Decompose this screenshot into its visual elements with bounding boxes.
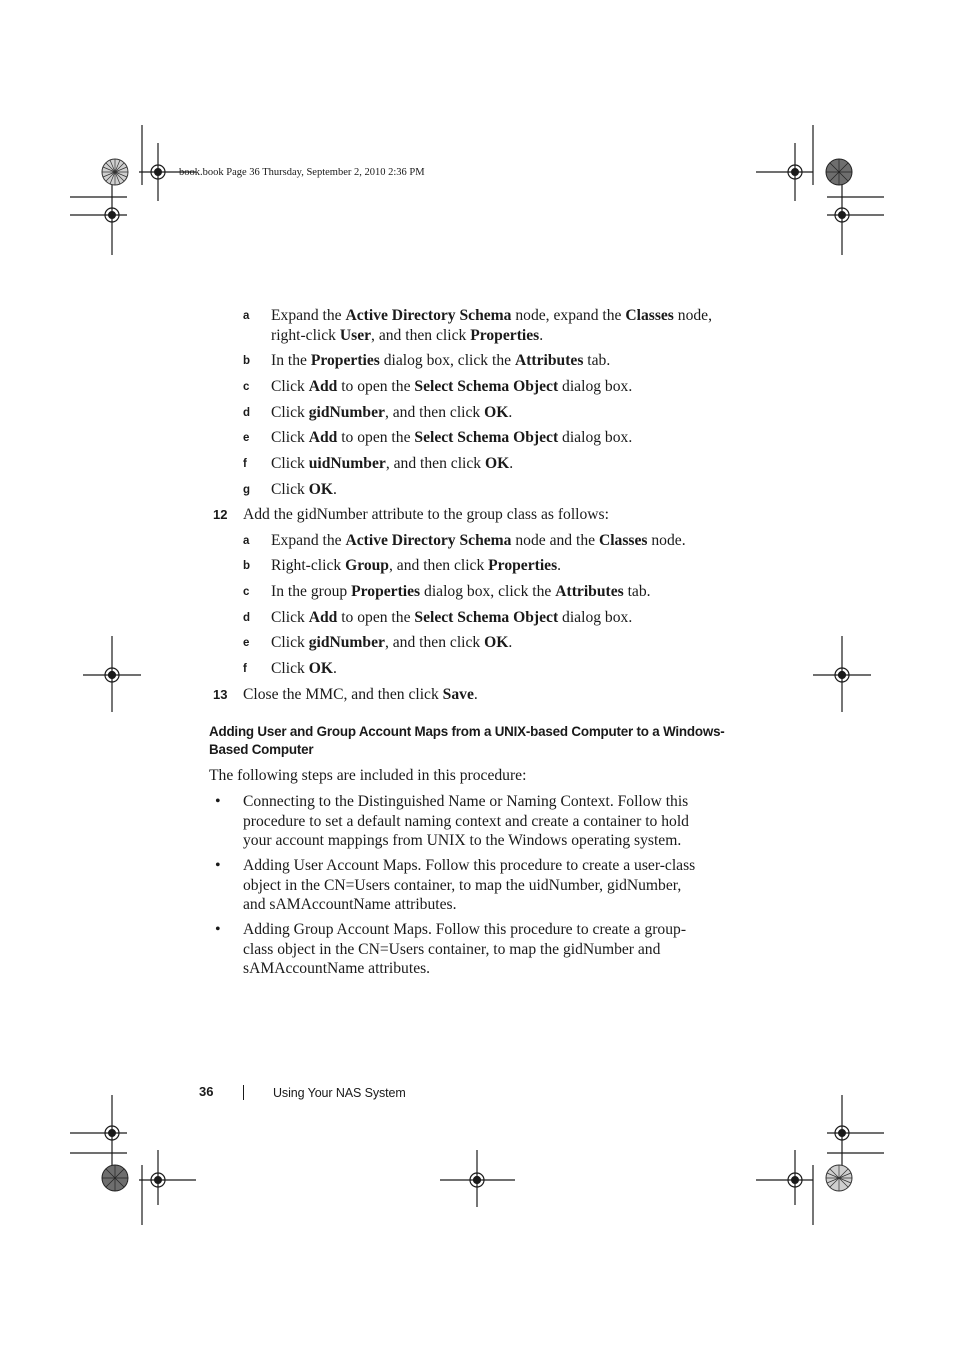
crop-mark-bottom-left [70,1095,196,1225]
ui-term: Add [308,429,338,446]
ui-term: Attributes [555,583,624,600]
substep-letter: a [243,535,250,547]
text-run: . [508,634,513,651]
ui-term: OK [484,455,510,472]
footer-divider [243,1085,244,1100]
text-run: to open the [337,378,415,395]
bullet-line: and sAMAccountName attributes. [243,896,457,914]
ui-term: Select Schema Object [414,609,559,626]
text-line [271,608,731,628]
substep-text [271,351,731,371]
text-run: dialog box, click the [420,583,556,600]
text-line [271,480,731,500]
text-run: to open the [337,609,415,626]
text-run: node. [647,532,686,549]
text-run: dialog box. [558,378,633,395]
ui-term: Classes [625,307,674,324]
text-run: node and the [511,532,599,549]
substep-text [271,454,731,474]
substep-text [271,531,731,551]
bullet-symbol: • [215,857,221,874]
bullet-symbol: • [215,921,221,938]
ui-term: Add [308,609,338,626]
text-run: , and then click [384,404,485,421]
section-heading-line-2: Based Computer [209,742,314,757]
text-run: Click [271,481,309,498]
text-run: . [509,455,514,472]
substep-text [271,403,731,423]
ui-term: Active Directory Schema [345,307,512,324]
intro-paragraph: The following steps are included in this procedure: [209,767,527,784]
substep-letter: f [243,458,247,470]
text-run: Expand the [271,532,346,549]
bullet-line: your account mappings from UNIX to the Windows operating system. [243,832,682,850]
bullet-symbol: • [215,793,221,810]
substep-text [271,608,731,628]
section-heading [209,723,729,759]
ui-term: Properties [470,327,540,344]
substep-text [271,306,731,346]
registration-mark-middle-right [813,636,871,712]
text-run: In the [271,352,311,369]
substep-text [271,582,731,602]
step-12-text: Add the gidNumber attribute to the group class as follows: [243,506,609,523]
bullet-line: procedure to set a default naming context and create a container to hold [243,812,689,830]
ui-term: Active Directory Schema [345,532,512,549]
ui-term: OK [308,481,333,498]
text-run: . [332,660,337,677]
sunburst-mark-top-left [102,159,128,185]
ui-term: Properties [351,583,421,600]
sunburst-mark-bottom-left [102,1165,128,1191]
text-line [271,428,731,448]
substep-letter: a [243,310,250,322]
section-heading-line-1: Adding User and Group Account Maps from a UNIX-based Computer to a Windows- [209,724,725,739]
text-line [271,403,731,423]
sunburst-mark-bottom-right [826,1165,852,1191]
bullet-item [243,920,721,979]
ui-term: Properties [488,557,558,574]
substep-letter: d [243,407,251,419]
ui-term: User [339,327,372,344]
registration-mark-bottom-center [440,1150,515,1207]
ui-term: Group [345,557,389,574]
text-line [271,306,731,326]
substep-letter: f [243,663,247,675]
ui-term: Add [308,378,338,395]
bullet-line: Adding Group Account Maps. Follow this procedure to create a group- [243,921,687,938]
substep-letter: d [243,612,251,624]
substep-letter: e [243,432,250,444]
substep-letter: b [243,560,251,572]
crop-mark-bottom-right [756,1095,884,1225]
text-run: , and then click [388,557,489,574]
ui-term: gidNumber [308,404,385,421]
page-number: 36 [199,1084,214,1099]
text-run: Click [271,609,309,626]
text-run: , and then click [371,327,471,344]
text-line [271,377,731,397]
text-run: . [539,327,544,344]
text-run: tab. [623,583,651,600]
ui-term: Select Schema Object [414,429,559,446]
registration-mark-middle-left [83,636,141,712]
text-run: . [473,686,478,703]
crop-mark-top-right [756,125,884,255]
text-run: dialog box, click the [379,352,515,369]
text-run: In the group [271,583,352,600]
ui-term: Save [442,686,474,703]
text-run: Expand the [271,307,346,324]
text-run: node, expand the [511,307,626,324]
step-number-12: 12 [213,507,228,522]
text-run: Right-click [271,557,346,574]
text-run: dialog box. [558,609,633,626]
text-run: right-click [271,327,340,344]
text-run: Click [271,634,309,651]
text-run: . [332,481,337,498]
running-title: Using Your NAS System [273,1086,406,1100]
text-line [243,685,478,705]
substep-text [271,480,731,500]
substep-letter: c [243,586,250,598]
ui-term: Classes [598,532,648,549]
text-line [271,531,731,551]
bullet-item [243,856,721,915]
bullet-line: Adding User Account Maps. Follow this procedure to create a user-class [243,857,696,874]
bullet-line: Connecting to the Distinguished Name or Naming Context. Follow this [243,793,689,810]
text-run: to open the [337,429,415,446]
bullet-line: object in the CN=Users container, to map the uidNumber, gidNumber, [243,876,682,894]
text-line [271,454,731,474]
bullet-line: class object in the CN=Users container, to map the gidNumber and [243,940,661,958]
substep-text [271,633,731,653]
ui-term: uidNumber [308,455,386,472]
text-run: Click [271,455,309,472]
text-run: dialog box. [558,429,633,446]
text-run: , and then click [385,455,485,472]
text-run: Click [271,404,309,421]
substep-letter: c [243,381,250,393]
substep-text [271,428,731,448]
bullet-line: sAMAccountName attributes. [243,960,431,978]
text-run: Click [271,429,309,446]
text-line [271,556,731,576]
text-run: , and then click [384,634,485,651]
ui-term: OK [484,634,509,651]
ui-term: gidNumber [308,634,385,651]
substep-text [271,377,731,397]
ui-term: Properties [310,352,380,369]
text-run: node, [673,307,712,324]
text-line [271,659,731,679]
step-number-13: 13 [213,687,228,702]
text-line [271,582,731,602]
ui-term: Select Schema Object [414,378,559,395]
ui-term: OK [484,404,509,421]
text-run: tab. [583,352,611,369]
text-run: . [557,557,562,574]
substep-letter: b [243,355,251,367]
text-run: Click [271,378,309,395]
step-13-text [243,685,478,705]
text-run: Click [271,660,309,677]
ui-term: OK [308,660,333,677]
substep-letter: e [243,637,250,649]
ui-term: Attributes [514,352,584,369]
text-run: . [508,404,513,421]
sunburst-mark-top-right [826,159,852,185]
substep-text [271,659,731,679]
print-slug: book.book Page 36 Thursday, September 2, 2010 2:36 PM [179,167,425,178]
text-line [271,351,731,371]
text-line [271,326,731,346]
substep-text [271,556,731,576]
text-run: Close the MMC, and then click [243,686,443,703]
substep-letter: g [243,484,251,496]
bullet-item [243,792,721,851]
crop-mark-top-left [70,125,196,255]
text-line [271,633,731,653]
